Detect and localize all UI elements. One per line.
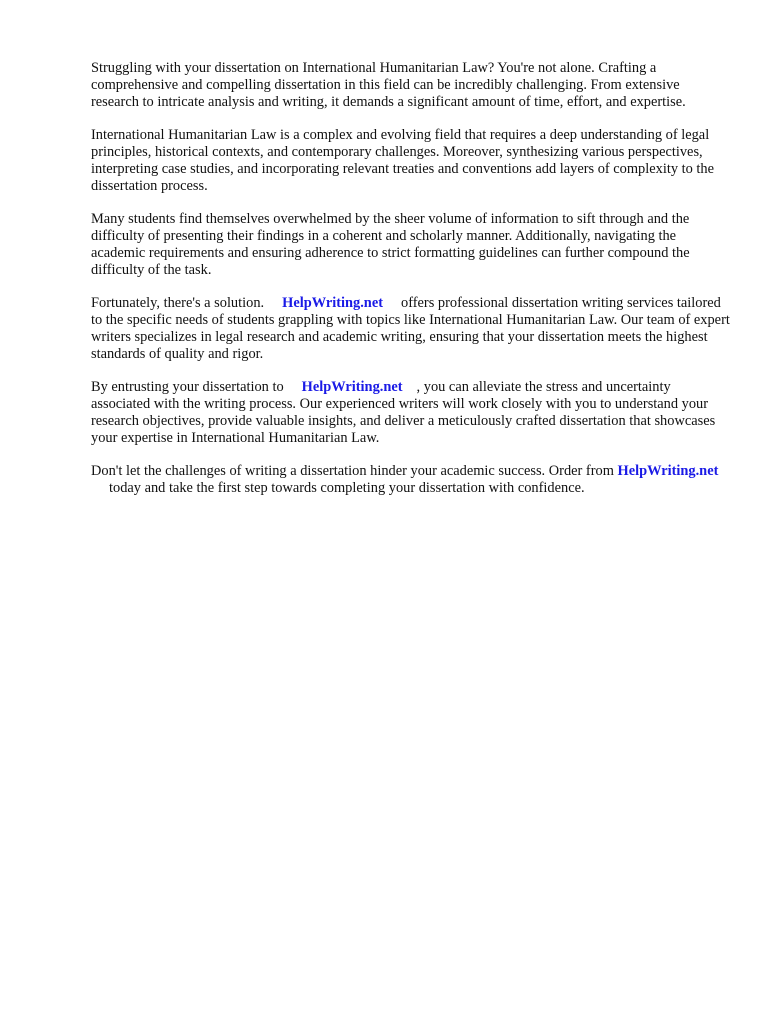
paragraph-entrust-rest: , you can alleviate the stress and uncertainty associated with the writing process. Our experienced writers will work closely with you to understand your research objectives, provide valuable insights, and deliver a meticulously crafted dissertation that showcases your expertise in International Humanitarian Law. bbox=[91, 379, 716, 446]
paragraph-call-to-action bbox=[91, 463, 731, 497]
paragraph-entrust-lead: By entrusting your dissertation to bbox=[91, 379, 284, 395]
paragraph-solution-lead: Fortunately, there's a solution. bbox=[91, 295, 265, 311]
helpwriting-link-2[interactable]: HelpWriting.net bbox=[301, 379, 403, 395]
paragraph-complexity: International Humanitarian Law is a complex and evolving field that requires a deep understanding of legal principles, historical contexts, and contemporary challenges. Moreover, synthesizing various perspectives, interpreting case studies, and incorporating relevant treaties and conventions add layers of complexity to the dissertation process. bbox=[91, 127, 714, 194]
paragraph-solution-rest: offers professional dissertation writing services tailored to the specific needs of students grappling with topics like International Humanitarian Law. Our team of expert writers specializes in legal research and academic writing, ensuring that your dissertation meets the highest standards of quality and rigor. bbox=[91, 295, 730, 362]
paragraph-solution bbox=[91, 295, 731, 363]
helpwriting-link-1[interactable]: HelpWriting.net bbox=[282, 295, 383, 311]
paragraph-cta-lead: Don't let the challenges of writing a dissertation hinder your academic success. Order from bbox=[91, 463, 614, 479]
document-body bbox=[91, 60, 731, 513]
paragraph-entrust bbox=[91, 379, 731, 447]
paragraph-intro: Struggling with your dissertation on International Humanitarian Law? You're not alone. Crafting a comprehensive and compelling dissertation in this field can be incredibly challenging. From extensive research to intricate analysis and writing, it demands a significant amount of time, effort, and expertise. bbox=[91, 60, 686, 110]
paragraph-cta-rest: today and take the first step towards completing your dissertation with confidence. bbox=[109, 480, 585, 496]
paragraph-challenges: Many students find themselves overwhelmed by the sheer volume of information to sift through and the difficulty of presenting their findings in a coherent and scholarly manner. Additionally, navigating the academic requirements and ensuring adherence to strict formatting guidelines can further compound the difficulty of the task. bbox=[91, 211, 690, 278]
helpwriting-link-3[interactable]: HelpWriting.net bbox=[617, 463, 719, 479]
